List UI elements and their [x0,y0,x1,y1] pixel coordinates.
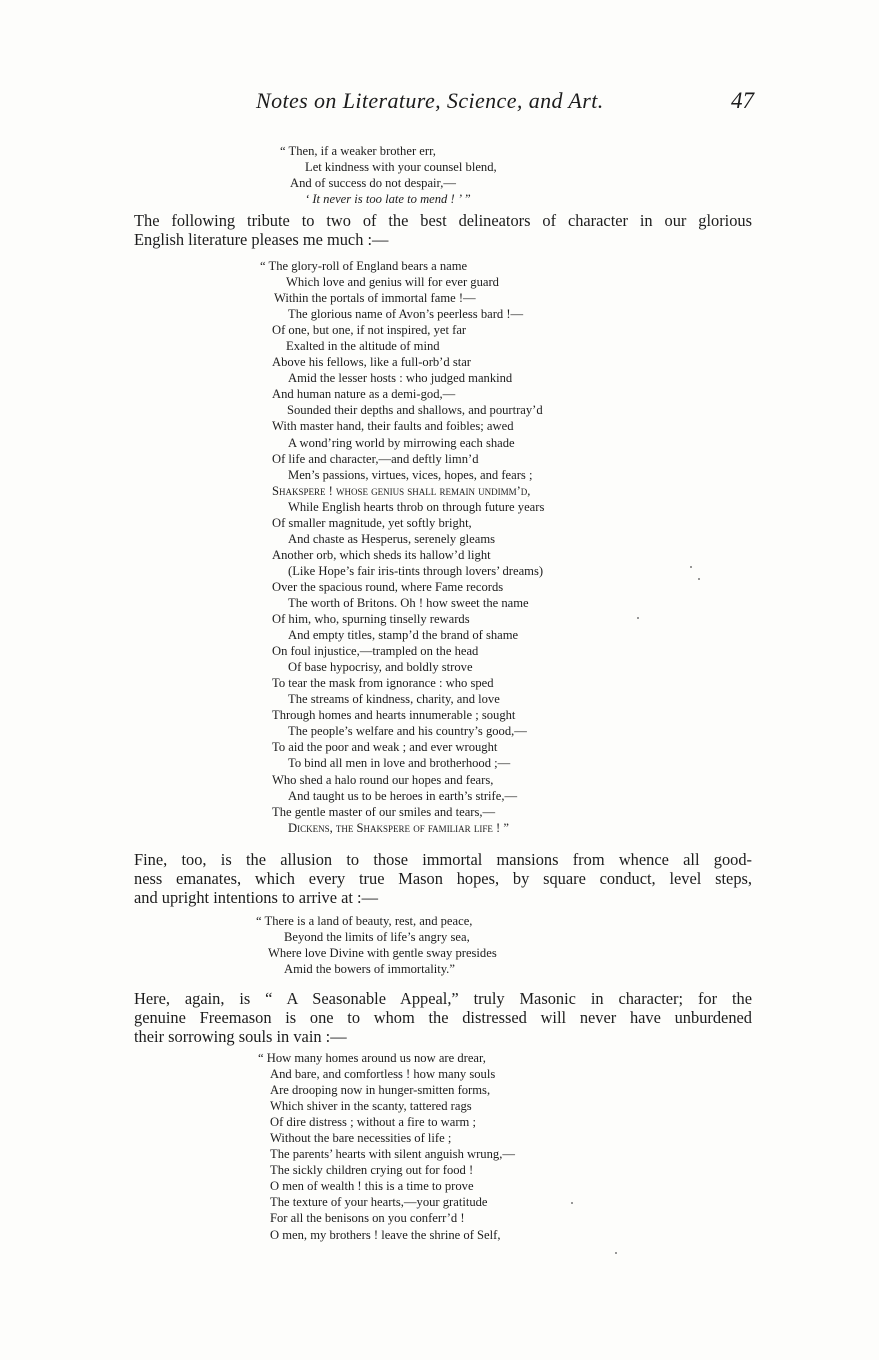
verse-line: (Like Hope’s fair iris-tints through lovers’ dreams) [288,563,544,578]
verse-line: Amid the lesser hosts : who judged mankind [288,371,513,386]
verse-line: “ Then, if a weaker brother err, [280,144,436,158]
paragraph-line: The following tribute to two of the best delineators of character in our glorious [134,211,752,230]
verse-line: Of him, who, spurning tinselly rewards [272,612,470,627]
paragraph-line: their sorrowing souls in vain :— [134,1027,347,1046]
verse-line: Sounded their depths and shallows, and pourtray’d [287,403,543,418]
verse-line: Who shed a halo round our hopes and fears, [272,772,494,787]
verse-line: Exalted in the altitude of mind [286,339,440,354]
verse-4 [258,1050,515,1243]
verse-line: ‘ It never is too late to mend ! ’ ” [305,192,471,207]
verse-line: Are drooping now in hunger-smitten forms, [270,1083,491,1098]
verse-line: The gentle master of our smiles and tears,— [272,804,496,819]
running-title: Notes on Literature, Science, and Art. [256,88,604,113]
verse-line: And empty titles, stamp’d the brand of shame [288,628,519,643]
verse-line: And of success do not despair,— [290,176,456,191]
verse-line: The people’s welfare and his country’s good,— [288,724,527,739]
verse-line: Which shiver in the scanty, tattered rags [270,1099,472,1114]
verse-line: To bind all men in love and brotherhood ;— [288,756,511,771]
verse-line: Of life and character,—and deftly limn’d [272,451,479,466]
verse-line: O men, my brothers ! leave the shrine of Self, [270,1227,501,1242]
verse-line: The streams of kindness, charity, and love [288,692,500,707]
verse-line: The parents’ hearts with silent anguish wrung,— [270,1147,515,1162]
print-speck [571,1202,573,1204]
verse-line: And human nature as a demi-god,— [272,387,456,402]
print-speck [690,566,692,568]
paragraph-line: genuine Freemason is one to whom the distressed will never have unburdened [134,1008,752,1027]
paragraph-line: English literature pleases me much :— [134,230,389,249]
paragraph-line: Here, again, is “ A Seasonable Appeal,” truly Masonic in character; for the [134,989,752,1008]
paragraph-1 [134,211,752,249]
running-header [0,88,879,122]
verse-line: Dickens, the Shakspere of familiar life ! ” [288,820,509,835]
paragraph-line: Fine, too, is the allusion to those immortal mansions from whence all good- [134,850,752,869]
verse-line: The glorious name of Avon’s peerless bard !— [288,307,524,322]
verse-line: With master hand, their faults and foibles; awed [272,419,514,434]
verse-line: And bare, and comfortless ! how many souls [270,1067,496,1082]
verse-line: The worth of Britons. Oh ! how sweet the name [288,595,529,610]
verse-line: To aid the poor and weak ; and ever wrought [272,740,498,755]
page-number: 47 [731,88,754,113]
print-speck [698,578,700,580]
verse-line: Amid the bowers of immortality.” [284,962,455,977]
verse-line: Let kindness with your counsel blend, [305,160,497,175]
verse-line: Within the portals of immortal fame !— [274,291,476,306]
verse-line: To tear the mask from ignorance : who sped [272,676,494,691]
verse-line: Beyond the limits of life’s angry sea, [284,930,470,945]
verse-line: Of one, but one, if not inspired, yet far [272,323,467,338]
verse-line: On foul injustice,—trampled on the head [272,644,479,659]
verse-line: Men’s passions, virtues, vices, hopes, and fears ; [288,467,533,482]
verse-line: While English hearts throb on through future years [288,499,545,514]
verse-line: “ There is a land of beauty, rest, and peace, [256,914,473,928]
verse-line: And taught us to be heroes in earth’s strife,— [288,788,518,803]
paragraph-line: and upright intentions to arrive at :— [134,888,378,907]
verse-3 [256,913,497,977]
verse-line: And chaste as Hesperus, serenely gleams [288,531,496,546]
verse-line: Where love Divine with gentle sway presides [268,946,497,961]
verse-line: Another orb, which sheds its hallow’d light [272,547,491,562]
verse-line: Without the bare necessities of life ; [270,1131,452,1146]
paragraph-2 [134,850,752,907]
paragraph-line: ness emanates, which every true Mason hopes, by square conduct, level steps, [134,869,752,888]
verse-line: “ How many homes around us now are drear, [258,1051,486,1065]
verse-line: Shakspere ! whose genius shall remain undimm’d, [272,483,531,498]
verse-line: Which love and genius will for ever guard [286,275,499,290]
paragraph-3 [134,989,752,1046]
verse-line: A wond’ring world by mirrowing each shade [288,435,515,450]
verse-line: The texture of your hearts,—your gratitude [270,1195,488,1210]
verse-line: Above his fellows, like a full-orb’d star [272,355,472,370]
verse-line: “ The glory-roll of England bears a name [260,259,468,273]
verse-line: Of base hypocrisy, and boldly strove [288,660,473,675]
verse-line: Over the spacious round, where Fame records [272,579,504,594]
verse-line: The sickly children crying out for food ! [270,1163,474,1178]
verse-line: For all the benisons on you conferr’d ! [270,1211,465,1226]
verse-line: Through homes and hearts innumerable ; sought [272,708,516,723]
verse-line: O men of wealth ! this is a time to prove [270,1179,474,1194]
print-speck [615,1252,617,1254]
verse-1 [280,143,497,207]
verse-2 [260,258,544,836]
print-speck [637,617,639,619]
verse-line: Of dire distress ; without a fire to warm ; [270,1115,477,1130]
verse-line: Of smaller magnitude, yet softly bright, [272,515,472,530]
